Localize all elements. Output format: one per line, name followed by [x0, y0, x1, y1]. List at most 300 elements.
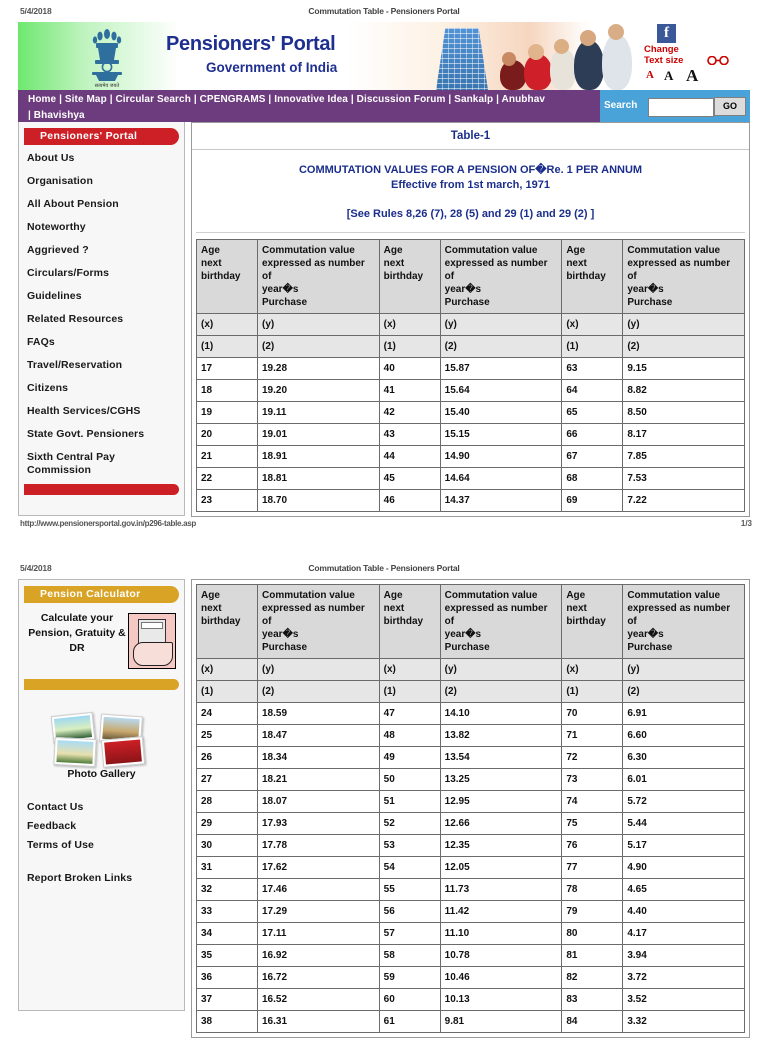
- sidebar-footer-bar: [24, 484, 179, 495]
- value-cell: 19.28: [258, 358, 380, 380]
- num-1a: (1): [197, 336, 258, 358]
- hdr-val-l1a: Commutation: [444, 245, 510, 256]
- num-1c: (1): [562, 336, 623, 358]
- table-row: [197, 835, 745, 857]
- value-cell: 10.46: [440, 967, 562, 989]
- value-cell: 17.78: [258, 835, 380, 857]
- hdr-age-l2: next: [383, 258, 405, 269]
- age-cell: 66: [562, 424, 623, 446]
- table-body-page1: [197, 358, 745, 512]
- spacer: [19, 696, 184, 706]
- age-cell: 46: [379, 490, 440, 512]
- table-row: [197, 769, 745, 791]
- nav-item-cpengrams[interactable]: CPENGRAMS: [199, 94, 266, 105]
- print-page-number: 1/3: [740, 519, 752, 528]
- value-cell: 16.31: [258, 1011, 380, 1033]
- nav-sep: |: [496, 94, 500, 105]
- table-row: [197, 490, 745, 512]
- sym-x-1: (x): [197, 314, 258, 336]
- value-cell: 17.29: [258, 901, 380, 923]
- table-row: [197, 468, 745, 490]
- age-cell: 34: [197, 923, 258, 945]
- sidebar-item-sixth-central-pay-commission[interactable]: Sixth Central Pay Commission: [27, 451, 116, 476]
- site-title: Pensioners' Portal: [166, 33, 336, 55]
- nav-sep: |: [109, 94, 113, 105]
- nav-item-innovative-idea[interactable]: Innovative Idea: [274, 94, 348, 105]
- hdr-val-l2: expressed as number of: [262, 603, 365, 627]
- value-cell: 18.34: [258, 747, 380, 769]
- age-cell: 20: [197, 424, 258, 446]
- spacer: [19, 857, 184, 867]
- person-face: [580, 30, 596, 46]
- sidebar-heading: Pensioners' Portal: [24, 128, 179, 145]
- sidebar-item-health-services-cghs[interactable]: Health Services/CGHS: [27, 405, 141, 417]
- age-cell: 19: [197, 402, 258, 424]
- print-header-2: [0, 557, 768, 579]
- age-cell: 82: [562, 967, 623, 989]
- age-cell: 28: [197, 791, 258, 813]
- spectacles-icon: [706, 56, 730, 65]
- col-header-value-3: [623, 585, 745, 659]
- table-title: Table-1: [192, 123, 749, 150]
- table-subtitle-line2: Effective from 1st march, 1971: [391, 179, 550, 191]
- value-cell: 12.95: [440, 791, 562, 813]
- nav-item-bhavishya[interactable]: Bhavishya: [33, 110, 85, 121]
- hdr-val-l1b: value: [511, 590, 538, 601]
- hdr-val-l1a: Commutation: [627, 245, 692, 256]
- age-cell: 45: [379, 468, 440, 490]
- value-cell: 18.47: [258, 725, 380, 747]
- hdr-val-l2: expressed as number of: [262, 258, 365, 282]
- hdr-val-l2: expressed as number of: [444, 603, 548, 627]
- age-cell: 79: [562, 901, 623, 923]
- hdr-val-l4: Purchase: [262, 297, 308, 308]
- photo-gallery-thumbnails: [50, 714, 154, 764]
- search-input[interactable]: [648, 98, 714, 117]
- sym-x-1: (x): [197, 659, 258, 681]
- age-cell: 53: [379, 835, 440, 857]
- value-cell: 18.21: [258, 769, 380, 791]
- text-size-small-button[interactable]: A: [646, 69, 654, 81]
- banner-photo-collage: [428, 22, 638, 90]
- print-document-title: Commutation Table - Pensioners Portal: [308, 6, 460, 16]
- table-number-row: [197, 336, 745, 358]
- age-cell: 65: [562, 402, 623, 424]
- hdr-val-l3: year�s: [627, 629, 664, 640]
- photo-gallery-block[interactable]: [19, 706, 184, 786]
- sidebar-item-noteworthy[interactable]: Noteworthy: [27, 221, 86, 233]
- hdr-age-l1: Age: [383, 590, 403, 601]
- main-content-2: [191, 579, 750, 1038]
- value-cell: 19.11: [258, 402, 380, 424]
- table-row: [197, 380, 745, 402]
- value-cell: 15.64: [440, 380, 562, 402]
- value-cell: 18.70: [258, 490, 380, 512]
- sym-y-2: (y): [440, 314, 562, 336]
- age-cell: 49: [379, 747, 440, 769]
- age-cell: 68: [562, 468, 623, 490]
- age-cell: 17: [197, 358, 258, 380]
- age-cell: 59: [379, 967, 440, 989]
- hdr-val-l1b: value: [511, 245, 538, 256]
- nav-sep: |: [59, 94, 62, 105]
- age-cell: 75: [562, 813, 623, 835]
- text-size-controls[interactable]: [644, 68, 736, 86]
- num-2c: (2): [623, 336, 745, 358]
- sidebar-secondary-links[interactable]: [19, 796, 184, 857]
- text-size-large-button[interactable]: A: [686, 66, 699, 85]
- hdr-val-l1b: value: [329, 590, 355, 601]
- value-cell: 12.35: [440, 835, 562, 857]
- sym-y-3: (y): [623, 659, 745, 681]
- value-cell: 6.01: [623, 769, 745, 791]
- hdr-age-l3: birthday: [383, 271, 424, 282]
- age-cell: 43: [379, 424, 440, 446]
- person-figure: [574, 40, 604, 90]
- hdr-val-l1a: Commutation: [262, 245, 327, 256]
- value-cell: 19.01: [258, 424, 380, 446]
- hdr-age-l3: birthday: [566, 271, 606, 282]
- table-row: [197, 446, 745, 468]
- age-cell: 76: [562, 835, 623, 857]
- divider: [196, 232, 745, 233]
- col-header-age-2: [379, 240, 440, 314]
- text-size-medium-button[interactable]: A: [664, 68, 674, 83]
- age-cell: 69: [562, 490, 623, 512]
- print-footer-1: [0, 517, 768, 535]
- num-2c: (2): [623, 681, 745, 703]
- value-cell: 3.72: [623, 967, 745, 989]
- value-cell: 9.15: [623, 358, 745, 380]
- hdr-val-l2: expressed as number of: [627, 258, 731, 282]
- print-url: http://www.pensionersportal.gov.in/p296-table.asp: [20, 519, 196, 528]
- value-cell: 3.32: [623, 1011, 745, 1033]
- value-cell: 9.81: [440, 1011, 562, 1033]
- person-face: [528, 44, 544, 60]
- age-cell: 30: [197, 835, 258, 857]
- age-cell: 29: [197, 813, 258, 835]
- col-header-age-2: [379, 585, 440, 659]
- age-cell: 58: [379, 945, 440, 967]
- age-cell: 22: [197, 468, 258, 490]
- table-row: [197, 901, 745, 923]
- age-cell: 33: [197, 901, 258, 923]
- sidebar-item-citizens[interactable]: Citizens: [27, 382, 69, 394]
- value-cell: 16.92: [258, 945, 380, 967]
- value-cell: 6.30: [623, 747, 745, 769]
- hdr-val-l4: Purchase: [262, 642, 308, 653]
- pension-calculator-text: Calculate your Pension, Gratuity & DR: [28, 612, 126, 654]
- age-cell: 73: [562, 769, 623, 791]
- value-cell: 5.44: [623, 813, 745, 835]
- num-2b: (2): [440, 336, 562, 358]
- num-2a: (2): [258, 681, 380, 703]
- sidebar-item-feedback[interactable]: Feedback: [27, 820, 77, 832]
- age-cell: 40: [379, 358, 440, 380]
- sidebar-item-about-us[interactable]: About Us: [27, 152, 75, 164]
- value-cell: 4.17: [623, 923, 745, 945]
- age-cell: 27: [197, 769, 258, 791]
- age-cell: 83: [562, 989, 623, 1011]
- table-row: [197, 725, 745, 747]
- sidebar-menu[interactable]: [19, 147, 184, 482]
- sym-x-3: (x): [562, 659, 623, 681]
- age-cell: 71: [562, 725, 623, 747]
- value-cell: 18.59: [258, 703, 380, 725]
- print-header: [0, 0, 768, 22]
- sidebar-item-state-govt-pensioners[interactable]: State Govt. Pensioners: [27, 428, 145, 440]
- value-cell: 13.25: [440, 769, 562, 791]
- svg-text:सत्यमेव जयते: सत्यमेव जयते: [94, 83, 120, 88]
- sym-x-3: (x): [562, 314, 623, 336]
- sidebar-item-terms-of-use[interactable]: Terms of Use: [27, 839, 94, 851]
- age-cell: 67: [562, 446, 623, 468]
- value-cell: 6.60: [623, 725, 745, 747]
- num-1b: (1): [379, 681, 440, 703]
- hdr-val-l4: Purchase: [444, 297, 490, 308]
- age-cell: 23: [197, 490, 258, 512]
- age-cell: 35: [197, 945, 258, 967]
- hdr-val-l3: year�s: [444, 284, 482, 295]
- table-symbol-row: [197, 659, 745, 681]
- printed-page-2: [0, 557, 768, 1038]
- num-2a: (2): [258, 336, 380, 358]
- main-navigation-bar[interactable]: [18, 90, 750, 122]
- calculator-hand-icon: [128, 613, 176, 669]
- spacer: [19, 786, 184, 796]
- age-cell: 26: [197, 747, 258, 769]
- hdr-val-l4: Purchase: [627, 297, 673, 308]
- age-cell: 18: [197, 380, 258, 402]
- value-cell: 4.65: [623, 879, 745, 901]
- facebook-icon[interactable]: f: [657, 24, 676, 43]
- sym-x-2: (x): [379, 659, 440, 681]
- value-cell: 7.53: [623, 468, 745, 490]
- nav-sep: |: [193, 94, 197, 105]
- hdr-val-l1b: value: [694, 245, 721, 256]
- table-row: [197, 424, 745, 446]
- age-cell: 41: [379, 380, 440, 402]
- sidebar-item-related-resources[interactable]: Related Resources: [27, 313, 124, 325]
- sym-y-1: (y): [258, 659, 380, 681]
- num-1b: (1): [379, 336, 440, 358]
- sidebar-item-all-about-pension[interactable]: All About Pension: [27, 198, 119, 210]
- gallery-thumb-4: [100, 736, 144, 768]
- col-header-age-3: [562, 240, 623, 314]
- site-frame-1: [18, 22, 750, 517]
- table-number-row: [197, 681, 745, 703]
- value-cell: 16.52: [258, 989, 380, 1011]
- hdr-age-l1: Age: [383, 245, 403, 256]
- col-header-age-1: [197, 585, 258, 659]
- col-header-value-1: [258, 240, 380, 314]
- age-cell: 54: [379, 857, 440, 879]
- calculator-footer-bar: [24, 679, 179, 690]
- value-cell: 3.94: [623, 945, 745, 967]
- hdr-age-l2: next: [383, 603, 405, 614]
- table-header-row: [197, 585, 745, 659]
- nav-item-anubhav[interactable]: Anubhav: [501, 94, 546, 105]
- sidebar-item-contact-us[interactable]: Contact Us: [27, 801, 84, 813]
- age-cell: 31: [197, 857, 258, 879]
- commutation-table-page1: [196, 239, 745, 512]
- banner-text-block: [166, 32, 337, 75]
- value-cell: 8.17: [623, 424, 745, 446]
- person-face: [554, 39, 569, 54]
- value-cell: 13.54: [440, 747, 562, 769]
- table-row: [197, 945, 745, 967]
- sidebar-item-circulars-forms[interactable]: Circulars/Forms: [27, 267, 110, 279]
- nav-sep: |: [268, 94, 272, 105]
- sidebar-item-faqs[interactable]: FAQs: [27, 336, 55, 348]
- value-cell: 7.85: [623, 446, 745, 468]
- age-cell: 51: [379, 791, 440, 813]
- hdr-age-l2: next: [201, 258, 222, 269]
- hdr-age-l1: Age: [566, 245, 586, 256]
- age-cell: 32: [197, 879, 258, 901]
- building-illustration: [436, 28, 488, 90]
- content-columns-1: [18, 122, 750, 517]
- age-cell: 57: [379, 923, 440, 945]
- age-cell: 52: [379, 813, 440, 835]
- age-cell: 47: [379, 703, 440, 725]
- content-columns-2: [18, 579, 750, 1038]
- value-cell: 3.52: [623, 989, 745, 1011]
- value-cell: 4.90: [623, 857, 745, 879]
- value-cell: 15.87: [440, 358, 562, 380]
- hdr-age-l2: next: [566, 258, 587, 269]
- search-label: Search: [604, 100, 638, 111]
- table-rules-reference: [See Rules 8,26 (7), 28 (5) and 29 (1) and 29 (2) ]: [346, 208, 595, 220]
- table-row: [197, 879, 745, 901]
- col-header-value-2: [440, 585, 562, 659]
- pension-calculator-box[interactable]: [19, 605, 184, 677]
- age-cell: 36: [197, 967, 258, 989]
- site-frame-2: [18, 579, 750, 1038]
- age-cell: 64: [562, 380, 623, 402]
- age-cell: 24: [197, 703, 258, 725]
- nav-item-sankalp[interactable]: Sankalp: [454, 94, 494, 105]
- value-cell: 10.78: [440, 945, 562, 967]
- site-subtitle: Government of India: [206, 60, 338, 75]
- value-cell: 8.50: [623, 402, 745, 424]
- age-cell: 37: [197, 989, 258, 1011]
- sym-y-1: (y): [258, 314, 380, 336]
- print-document-title: Commutation Table - Pensioners Portal: [308, 563, 460, 573]
- value-cell: 6.91: [623, 703, 745, 725]
- hdr-age-l1: Age: [566, 590, 586, 601]
- age-cell: 38: [197, 1011, 258, 1033]
- value-cell: 19.20: [258, 380, 380, 402]
- value-cell: 13.82: [440, 725, 562, 747]
- table-header-row: [197, 240, 745, 314]
- value-cell: 11.42: [440, 901, 562, 923]
- hdr-age-l3: birthday: [201, 271, 241, 282]
- nav-item-circular-search[interactable]: Circular Search: [115, 94, 191, 105]
- nav-item-home[interactable]: Home: [28, 94, 57, 105]
- hdr-val-l2: expressed as number of: [444, 258, 548, 282]
- age-cell: 25: [197, 725, 258, 747]
- age-cell: 60: [379, 989, 440, 1011]
- hdr-val-l1a: Commutation: [444, 590, 510, 601]
- age-cell: 78: [562, 879, 623, 901]
- num-2b: (2): [440, 681, 562, 703]
- sidebar-item-report-broken-links[interactable]: Report Broken Links: [27, 872, 133, 884]
- age-cell: 84: [562, 1011, 623, 1033]
- table-body-page2: [197, 703, 745, 1033]
- value-cell: 18.91: [258, 446, 380, 468]
- table-row: [197, 813, 745, 835]
- table-row: [197, 923, 745, 945]
- sidebar-item-guidelines[interactable]: Guidelines: [27, 290, 82, 302]
- sidebar-item-organisation[interactable]: Organisation: [27, 175, 93, 187]
- value-cell: 16.72: [258, 967, 380, 989]
- hdr-val-l4: Purchase: [627, 642, 673, 653]
- hdr-age-l3: birthday: [383, 616, 424, 627]
- nav-item-discussion-forum[interactable]: Discussion Forum: [356, 94, 446, 105]
- search-area[interactable]: [600, 90, 750, 122]
- nav-item-site-map[interactable]: Site Map: [64, 94, 107, 105]
- sym-x-2: (x): [379, 314, 440, 336]
- person-face: [502, 52, 516, 66]
- search-go-button[interactable]: GO: [714, 97, 746, 116]
- hdr-val-l1b: value: [694, 590, 721, 601]
- hdr-val-l3: year�s: [262, 284, 299, 295]
- nav-links[interactable]: [28, 90, 610, 124]
- col-header-age-1: [197, 240, 258, 314]
- value-cell: 15.15: [440, 424, 562, 446]
- age-cell: 81: [562, 945, 623, 967]
- photo-gallery-label[interactable]: Photo Gallery: [67, 768, 136, 780]
- value-cell: 18.07: [258, 791, 380, 813]
- value-cell: 17.46: [258, 879, 380, 901]
- value-cell: 7.22: [623, 490, 745, 512]
- table-row: [197, 703, 745, 725]
- hdr-age-l2: next: [566, 603, 587, 614]
- hdr-age-l3: birthday: [201, 616, 241, 627]
- table-row: [197, 857, 745, 879]
- sidebar-report-links[interactable]: [19, 867, 184, 890]
- num-1c: (1): [562, 681, 623, 703]
- hdr-val-l1a: Commutation: [627, 590, 692, 601]
- value-cell: 4.40: [623, 901, 745, 923]
- hdr-val-l4: Purchase: [444, 642, 490, 653]
- print-date: 5/4/2018: [20, 6, 52, 16]
- table-symbol-row: [197, 314, 745, 336]
- hdr-val-l3: year�s: [627, 284, 664, 295]
- table-row: [197, 358, 745, 380]
- sym-y-3: (y): [623, 314, 745, 336]
- value-cell: 8.82: [623, 380, 745, 402]
- hdr-age-l2: next: [201, 603, 222, 614]
- main-content-1: [191, 122, 750, 517]
- sym-y-2: (y): [440, 659, 562, 681]
- table-row: [197, 402, 745, 424]
- sidebar-item-aggrieved[interactable]: Aggrieved ?: [27, 244, 89, 256]
- person-figure: [550, 48, 576, 90]
- sidebar-bottom-padding: [19, 501, 184, 515]
- age-cell: 80: [562, 923, 623, 945]
- value-cell: 5.72: [623, 791, 745, 813]
- table-subtitle: [192, 150, 749, 195]
- hdr-val-l1b: value: [329, 245, 355, 256]
- sidebar-item-travel-reservation[interactable]: Travel/Reservation: [27, 359, 123, 371]
- table-row: [197, 747, 745, 769]
- value-cell: 14.10: [440, 703, 562, 725]
- age-cell: 56: [379, 901, 440, 923]
- hdr-val-l3: year�s: [444, 629, 482, 640]
- change-text-size-label: [644, 44, 736, 67]
